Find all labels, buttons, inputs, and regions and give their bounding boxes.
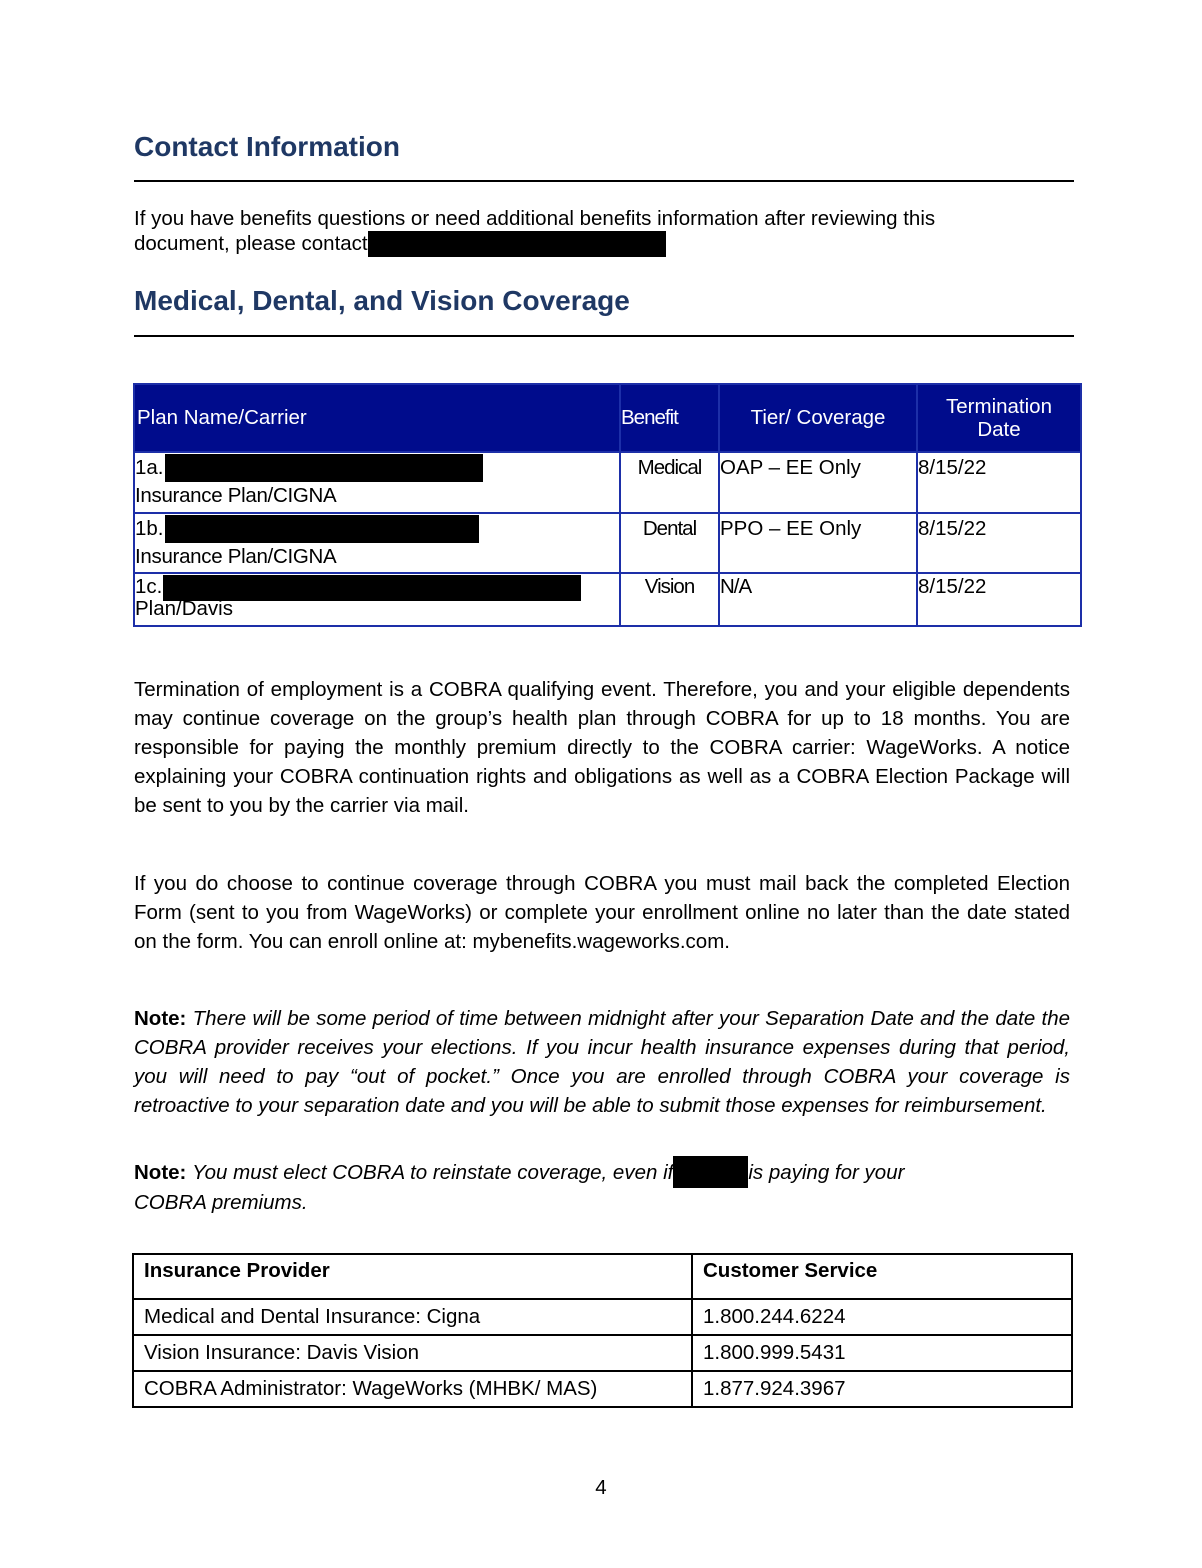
note-2-text-after: is paying for your [748,1161,905,1184]
header-customer-service: Customer Service [692,1254,1072,1299]
provider-phone: 1.800.999.5431 [692,1335,1072,1371]
provider-table [132,1253,1073,1408]
header-tier: Tier/ Coverage [719,384,917,452]
plan-cell [134,573,620,626]
heading-rule [134,180,1074,182]
note-2-text-before: You must elect COBRA to reinstate coverage, even if [192,1161,674,1184]
note-2-line-1 [134,1158,904,1188]
provider-phone: 1.877.924.3967 [692,1371,1072,1407]
heading-rule [134,335,1074,337]
header-benefit: Benefit [620,384,719,452]
coverage-header-row [134,384,1081,452]
contact-line-2-text: document, please contact [134,232,368,255]
note-2-line-2-text: COBRA premiums. [134,1191,308,1214]
tier-cell: N/A [719,573,917,626]
redaction-bar [368,231,666,257]
benefit-cell: Dental [620,513,719,573]
plan-line-2: Insurance Plan/CIGNA [135,484,337,507]
plan-line-1 [135,515,619,543]
coverage-row [134,513,1081,573]
plan-line-1 [135,454,619,482]
header-insurance-provider: Insurance Provider [133,1254,692,1299]
plan-cell [134,452,620,513]
provider-row [133,1371,1072,1407]
coverage-row [134,573,1081,626]
date-cell: 8/15/22 [917,452,1081,513]
page-number: 4 [595,1476,607,1499]
contact-line-1: If you have benefits questions or need additional benefits information after reviewing this [134,207,936,230]
redaction-bar [673,1156,748,1188]
note-label: Note: [134,1161,187,1184]
redaction-bar [165,515,479,543]
note-2-line-2 [134,1188,904,1217]
enroll-paragraph: If you do choose to continue coverage through COBRA you must mail back the completed Election Form (sent to you from WageWorks) or complete your enrollment online no later than the date stated on the form. You can enroll online at: mybenefits.wageworks.com. [134,872,1070,953]
provider-header-row [133,1254,1072,1299]
benefit-cell: Medical [620,452,719,513]
provider-name: COBRA Administrator: WageWorks (MHBK/ MAS) [133,1371,692,1407]
tier-cell: PPO – EE Only [719,513,917,573]
contact-line-2 [134,231,935,257]
plan-id: 1b. [135,517,164,540]
coverage-table [133,383,1082,627]
note-1 [134,1004,1070,1120]
contact-heading: Contact Information [134,131,400,162]
provider-row [133,1335,1072,1371]
tier-cell: OAP – EE Only [719,452,917,513]
plan-cell [134,513,620,573]
header-termination-date [917,384,1081,452]
provider-phone: 1.800.244.6224 [692,1299,1072,1335]
note-label: Note: [134,1007,187,1030]
contact-text [134,206,935,257]
header-termination-line2: Date [977,418,1021,441]
date-cell: 8/15/22 [917,573,1081,626]
redaction-bar [165,454,483,482]
plan-line-2: Plan/Davis [135,597,233,620]
header-termination-line1: Termination [946,395,1052,418]
coverage-row [134,452,1081,513]
provider-row [133,1299,1072,1335]
plan-id: 1c. [135,575,163,598]
plan-id: 1a. [135,456,164,479]
provider-name: Medical and Dental Insurance: Cigna [133,1299,692,1335]
header-plan: Plan Name/Carrier [134,384,620,452]
plan-line-2: Insurance Plan/CIGNA [135,545,337,568]
benefit-cell: Vision [620,573,719,626]
date-cell: 8/15/22 [917,513,1081,573]
note-2 [134,1158,904,1217]
note-1-text: There will be some period of time between midnight after your Separation Date and the date the COBRA provider receives your elections. If you incur health insurance expenses during that period, you will need to pay “out of pocket.” Once you are enrolled through COBRA your coverage is retroactive to your separation date and you will be able to submit those expenses for reimbursement. [134,1007,1070,1117]
provider-name: Vision Insurance: Davis Vision [133,1335,692,1371]
cobra-paragraph: Termination of employment is a COBRA qualifying event. Therefore, you and your eligible dependents may continue coverage on the group’s health plan through COBRA for up to 18 months. You are responsible for paying the monthly premium directly to the COBRA carrier: WageWorks. A notice explaining your COBRA continuation rights and obligations as well as a COBRA Election Package will be sent to you by the carrier via mail. [134,678,1070,817]
coverage-heading: Medical, Dental, and Vision Coverage [134,285,630,316]
